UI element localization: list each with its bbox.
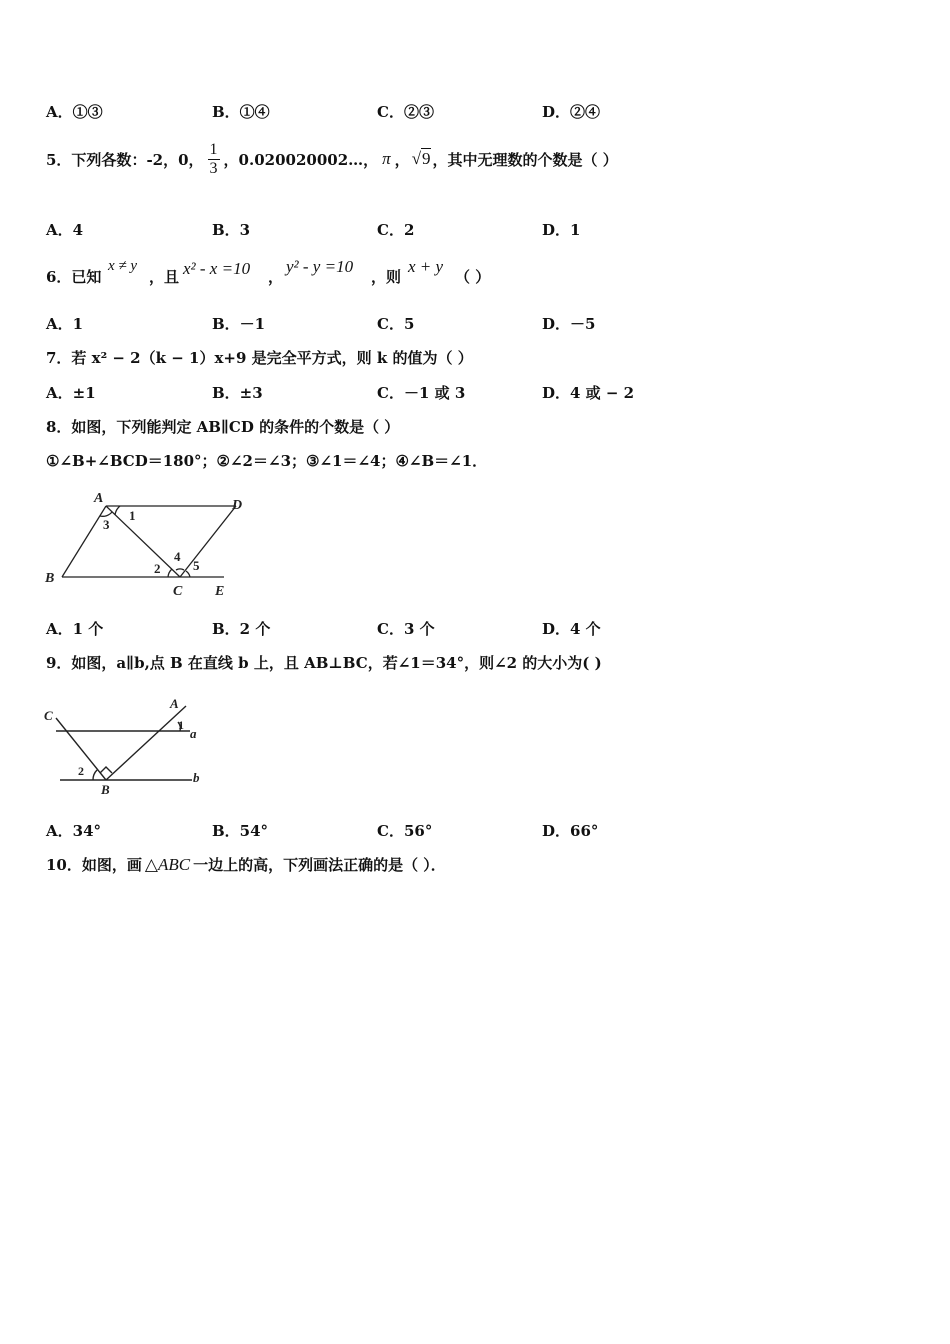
q8-line-ac xyxy=(106,506,180,577)
q9-label-a: A xyxy=(170,696,179,711)
q10-stem-after: 一边上的高，下列画法正确的是（ ）． xyxy=(193,856,446,874)
q6-option-d[interactable]: D．－5 xyxy=(542,315,596,333)
q5-fraction xyxy=(208,141,220,178)
q9-label-2: 2 xyxy=(78,764,84,778)
q8-label-b: B xyxy=(45,571,55,586)
q5-sqrt-arg: 9 xyxy=(422,149,431,168)
q9-options xyxy=(46,820,766,842)
q5-stem-after: ，其中无理数的个数是（ ） xyxy=(432,150,618,169)
q5-option-b[interactable]: B．3 xyxy=(212,221,251,239)
q8-arc-4 xyxy=(176,569,184,570)
q8-option-b[interactable]: B．2 个 xyxy=(212,620,271,638)
q5-sqrt-symbol: √ xyxy=(411,149,422,168)
q6-lead: 6．已知 xyxy=(46,268,102,286)
q8-label-4: 4 xyxy=(174,549,181,564)
q8-option-d[interactable]: D．4 个 xyxy=(542,620,601,638)
q6-paren: （ ） xyxy=(455,268,491,286)
q9-label-1: 1 xyxy=(178,718,184,732)
q4-option-a[interactable]: A．①③ xyxy=(46,103,103,121)
q5-pi: π xyxy=(382,149,391,168)
q9-option-c[interactable]: C．56° xyxy=(377,822,433,840)
q9-right-angle-mark xyxy=(100,767,112,773)
q8-option-c[interactable]: C．3 个 xyxy=(377,620,435,638)
q7-options xyxy=(46,382,766,404)
q9-stem: 9．如图，a∥b,点 B 在直线 b 上，且 AB⊥BC，若∠1＝34°，则∠2 的大小为( ) xyxy=(46,654,602,672)
q5-options xyxy=(46,219,766,241)
q9-option-b[interactable]: B．54° xyxy=(212,822,269,840)
q10-stem xyxy=(46,854,446,875)
q6-then: ，则 xyxy=(371,268,402,286)
q8-label-3: 3 xyxy=(103,517,110,532)
q6-comma: ， xyxy=(268,268,284,286)
q8-options xyxy=(46,618,766,640)
q8-label-1: 1 xyxy=(129,508,136,523)
q9-figure xyxy=(40,694,220,799)
q8-stem: 8．如图，下列能判定 AB∥CD 的条件的个数是（ ） xyxy=(46,418,400,436)
q6-and: ，且 xyxy=(149,268,180,286)
q4-option-d[interactable]: D．②④ xyxy=(542,103,601,121)
q6-expression: x + y xyxy=(408,257,444,276)
q7-stem: 7．若 x² − 2（k − 1）x+9 是完全平方式，则 k 的值为（ ） xyxy=(46,349,473,367)
q5-sqrt xyxy=(412,149,431,169)
q8-figure xyxy=(40,485,260,600)
q4-option-c[interactable]: C．②③ xyxy=(377,103,434,121)
q5-option-d[interactable]: D．1 xyxy=(542,221,581,239)
q8-conditions: ①∠B+∠BCD＝180°；②∠2＝∠3；③∠1＝∠4；④∠B＝∠1． xyxy=(46,452,488,470)
q8-label-c: C xyxy=(173,584,183,599)
q7-option-c[interactable]: C．－1 或 3 xyxy=(377,384,466,402)
q5-frac-den: 3 xyxy=(209,159,218,177)
q5-stem xyxy=(46,136,618,182)
q8-label-d: D xyxy=(232,498,243,513)
q9-label-b: B xyxy=(101,782,110,797)
q5-option-c[interactable]: C．2 xyxy=(377,221,415,239)
q5-sep: ， xyxy=(394,150,410,169)
q5-frac-num: 1 xyxy=(209,140,218,158)
q7-option-d[interactable]: D．4 或 − 2 xyxy=(542,384,635,402)
q6-equation-1: x² - x =10 xyxy=(183,259,251,278)
q8-option-a[interactable]: A．1 个 xyxy=(46,620,104,638)
q7-option-a[interactable]: A．±1 xyxy=(46,384,96,402)
q5-stem-mid: ，0.020020002…， xyxy=(223,150,379,169)
q4-options xyxy=(46,101,766,123)
q6-option-c[interactable]: C．5 xyxy=(377,315,415,333)
q9-line-ba xyxy=(106,706,186,780)
q10-stem-before: 10．如图，画 xyxy=(46,856,142,874)
q5-option-a[interactable]: A．4 xyxy=(46,221,84,239)
q8-arc-1 xyxy=(115,506,120,515)
q6-option-b[interactable]: B．－1 xyxy=(212,315,266,333)
q8-label-a: A xyxy=(94,491,104,506)
q6-option-a[interactable]: A．1 xyxy=(46,315,84,333)
q8-line-ab xyxy=(62,506,106,577)
q8-line-cd xyxy=(180,506,236,577)
q7-option-b[interactable]: B．±3 xyxy=(212,384,263,402)
q8-label-e: E xyxy=(215,584,225,599)
q6-options xyxy=(46,313,766,335)
q9-label-line-b: b xyxy=(193,770,200,785)
q8-arc-2 xyxy=(168,569,172,577)
q9-option-a[interactable]: A．34° xyxy=(46,822,102,840)
q8-label-5: 5 xyxy=(193,558,200,573)
q9-label-c: C xyxy=(44,708,53,723)
q9-arc-2 xyxy=(93,770,97,780)
q4-option-b[interactable]: B．①④ xyxy=(212,103,270,121)
q9-label-line-a: a xyxy=(190,726,197,741)
q6-condition: x ≠ y xyxy=(108,258,138,274)
q8-label-2: 2 xyxy=(154,561,161,576)
q8-arc-5 xyxy=(186,571,190,577)
q5-stem-before: 5．下列各数：-2，0， xyxy=(46,150,204,169)
q6-equation-2: y² - y =10 xyxy=(286,257,354,276)
q9-option-d[interactable]: D．66° xyxy=(542,822,599,840)
q10-triangle: △ABC xyxy=(144,855,191,874)
